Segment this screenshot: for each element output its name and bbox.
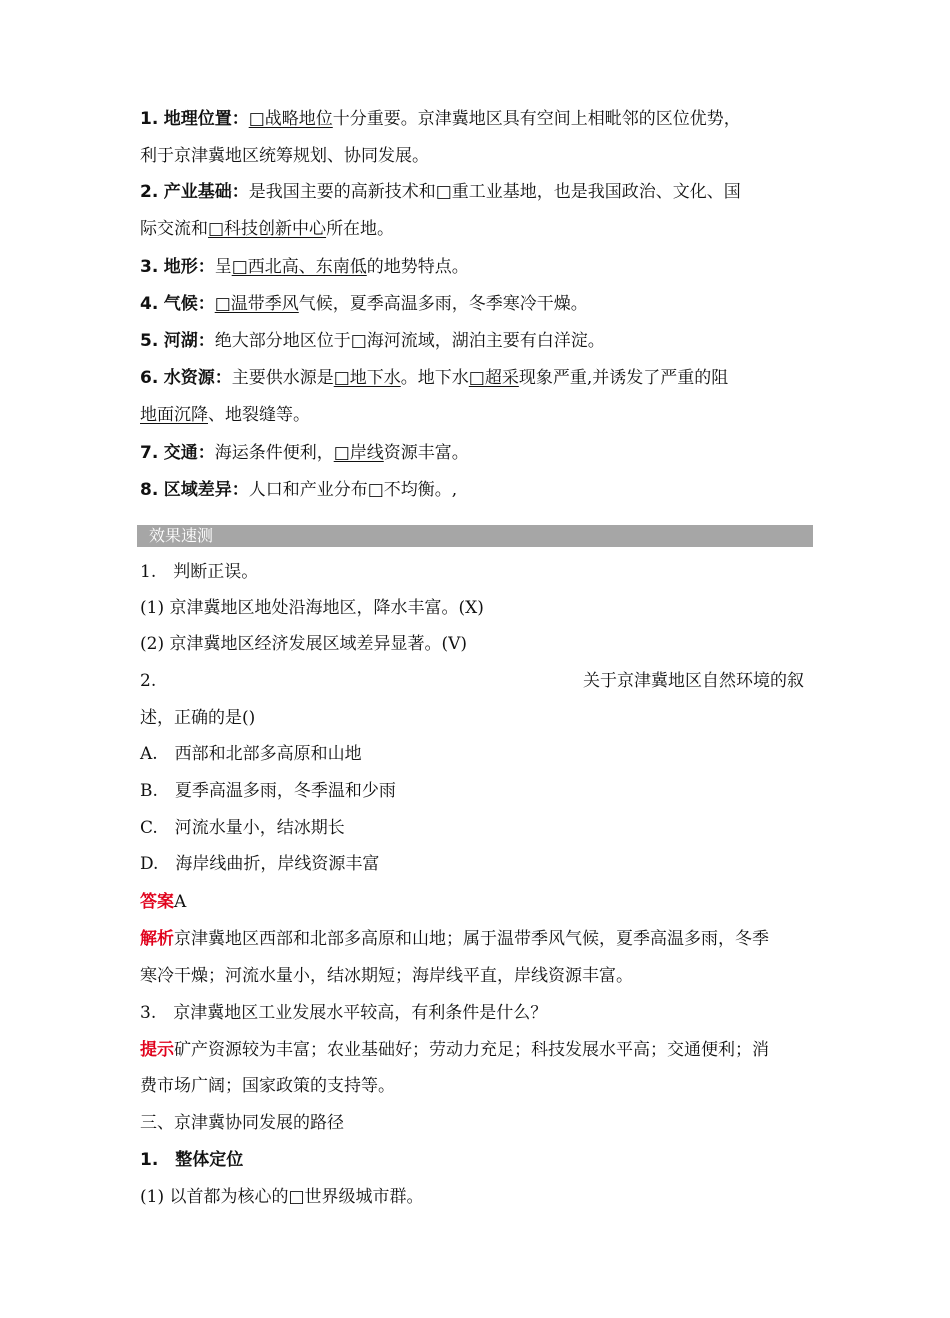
analysis-label: 解析: [140, 929, 174, 949]
item-1-line-1: 1. 地理位置：□战略地位十分重要。京津冀地区具有空间上相毗邻的区位优势，: [140, 109, 741, 129]
answer-line: 答案A: [140, 892, 187, 912]
quiz-q2-text: 关于京津冀地区自然环境的叙: [583, 671, 804, 691]
answer-label: 答案: [140, 892, 174, 912]
quiz-q3: 3. 京津冀地区工业发展水平较高，有利条件是什么？: [140, 1003, 548, 1023]
item-1-line-2: 利于京津冀地区统筹规划、协同发展。: [140, 146, 429, 166]
section-3-sub-1a: (1) 以首都为核心的□世界级城市群。: [140, 1187, 424, 1207]
option-d: D. 海岸线曲折，岸线资源丰富: [140, 854, 380, 874]
quiz-q2-line-2: 述，正确的是(): [140, 708, 256, 728]
hint-line-1: 提示矿产资源较为丰富；农业基础好；劳动力充足；科技发展水平高；交通便利；消: [140, 1040, 769, 1060]
item-6-line-1: 6. 水资源：主要供水源是□地下水。地下水□超采现象严重,并诱发了严重的阻: [140, 368, 729, 388]
section-3-sub-1: 1. 整体定位: [140, 1150, 244, 1170]
quiz-q1b: (2) 京津冀地区经济发展区域差异显著。(V): [140, 634, 468, 654]
item-5: 5. 河湖：绝大部分地区位于□海河流域，湖泊主要有白洋淀。: [140, 331, 605, 351]
item-2-line-2: 际交流和□科技创新中心所在地。: [140, 219, 395, 239]
option-a: A. 西部和北部多高原和山地: [140, 744, 362, 764]
item-8: 8. 区域差异：人口和产业分布□不均衡。,: [140, 480, 458, 500]
quiz-q1a: (1) 京津冀地区地处沿海地区，降水丰富。(X): [140, 598, 484, 618]
option-b: B. 夏季高温多雨，冬季温和少雨: [140, 781, 396, 801]
hint-label: 提示: [140, 1040, 174, 1060]
section-3-title: 三、京津冀协同发展的路径: [140, 1113, 344, 1133]
item-4: 4. 气候：□温带季风气候，夏季高温多雨，冬季寒冷干燥。: [140, 294, 588, 314]
hint-line-2: 费市场广阔；国家政策的支持等。: [140, 1076, 395, 1096]
quiz-q1: 1. 判断正误。: [140, 562, 259, 582]
quiz-q2-num: 2.: [140, 671, 157, 691]
section-bar-title: 效果速测: [137, 525, 813, 547]
item-2-line-1: 2. 产业基础：是我国主要的高新技术和□重工业基地，也是我国政治、文化、国: [140, 182, 741, 202]
item-7: 7. 交通：海运条件便利，□岸线资源丰富。: [140, 443, 469, 463]
item-3: 3. 地形：呈□西北高、东南低的地势特点。: [140, 257, 469, 277]
option-c: C. 河流水量小，结冰期长: [140, 818, 345, 838]
item-6-line-2: 地面沉降、地裂缝等。: [140, 405, 310, 425]
analysis-line-1: 解析京津冀地区西部和北部多高原和山地；属于温带季风气候，夏季高温多雨，冬季: [140, 929, 769, 949]
analysis-line-2: 寒冷干燥；河流水量小，结冰期短；海岸线平直，岸线资源丰富。: [140, 966, 633, 986]
